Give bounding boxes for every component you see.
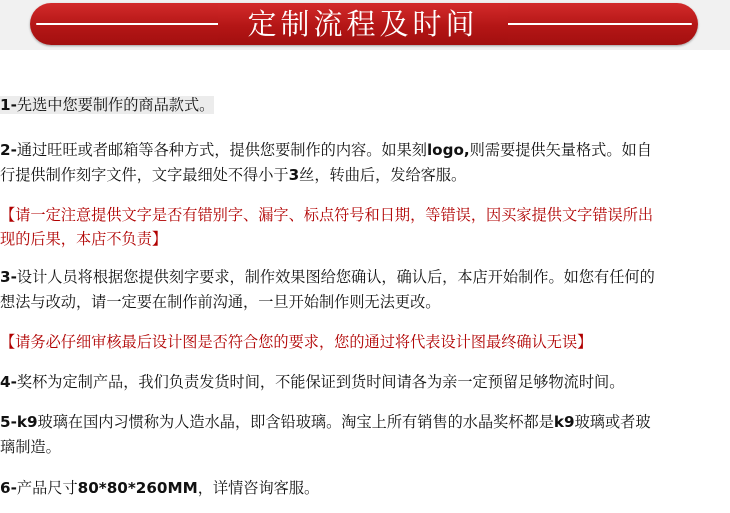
step-3-line-2: 想法与改动，请一定要在制作前沟通，一旦开始制作则无法更改。 (0, 293, 441, 311)
step-5-line-2: 璃制造。 (0, 438, 61, 456)
page-title: 定制流程及时间 (247, 7, 479, 41)
step-4-number: 4- (0, 373, 17, 391)
step-2-logo-word: logo, (426, 141, 470, 159)
step-6-text: 产品尺寸 (16, 479, 78, 497)
step-4 (0, 370, 730, 395)
step-6-size-value: 80*80*260MM (77, 479, 198, 497)
step-5-number: 5- (0, 413, 17, 431)
step-2-line-1 (0, 138, 730, 163)
step-1-highlight (0, 96, 214, 114)
step-2-number: 2- (0, 141, 17, 159)
step-5-text: 玻璃在国内习惯称为人造水晶，即含铅玻璃。淘宝上所有销售的水晶奖杯都是 (37, 413, 554, 431)
step-1-text: 先选中您要制作的商品款式。 (16, 96, 215, 114)
step-1-number: 1- (0, 96, 17, 114)
step-4-text: 奖杯为定制产品，我们负责发货时间，不能保证到货时间请各为亲一定预留足够物流时间。 (16, 373, 625, 391)
text-warning-line-2: 现的后果，本店不负责】 (0, 230, 168, 248)
step-5-line-1 (0, 410, 730, 435)
step-6 (0, 476, 730, 501)
step-6-text: ，详情咨询客服。 (197, 479, 320, 497)
step-5-text: 玻璃或者玻 (574, 413, 651, 431)
step-2-thickness-value: 3 (288, 166, 300, 184)
step-3-text: 设计人员将根据您提供刻字要求，制作效果图给您确认，确认后，本店开始制作。如您有任何的 (16, 268, 655, 286)
step-3-line-1 (0, 265, 730, 290)
step-5-k9-word: k9 (553, 413, 575, 431)
text-warning-line-1: 【请一定注意提供文字是否有错别字、漏字、标点符号和日期，等错误，因买家提供文字错误所出 (0, 206, 654, 224)
step-2-text: 通过旺旺或者邮箱等各种方式，提供您要制作的内容。如果刻 (16, 141, 427, 159)
step-5-k9-word: k9 (16, 413, 38, 431)
step-2-text: 则需要提供矢量格式。如自 (469, 141, 652, 159)
step-2-text: 行提供制作刻字文件，文字最细处不得小于 (0, 166, 289, 184)
design-warning: 【请务必仔细审核最后设计图是否符合您的要求，您的通过将代表设计图最终确认无误】 (0, 333, 593, 351)
step-2-line-2 (0, 163, 730, 188)
step-3-number: 3- (0, 268, 17, 286)
step-6-number: 6- (0, 479, 17, 497)
step-2-text: 丝，转曲后，发给客服。 (299, 166, 467, 184)
step-1 (0, 93, 730, 118)
